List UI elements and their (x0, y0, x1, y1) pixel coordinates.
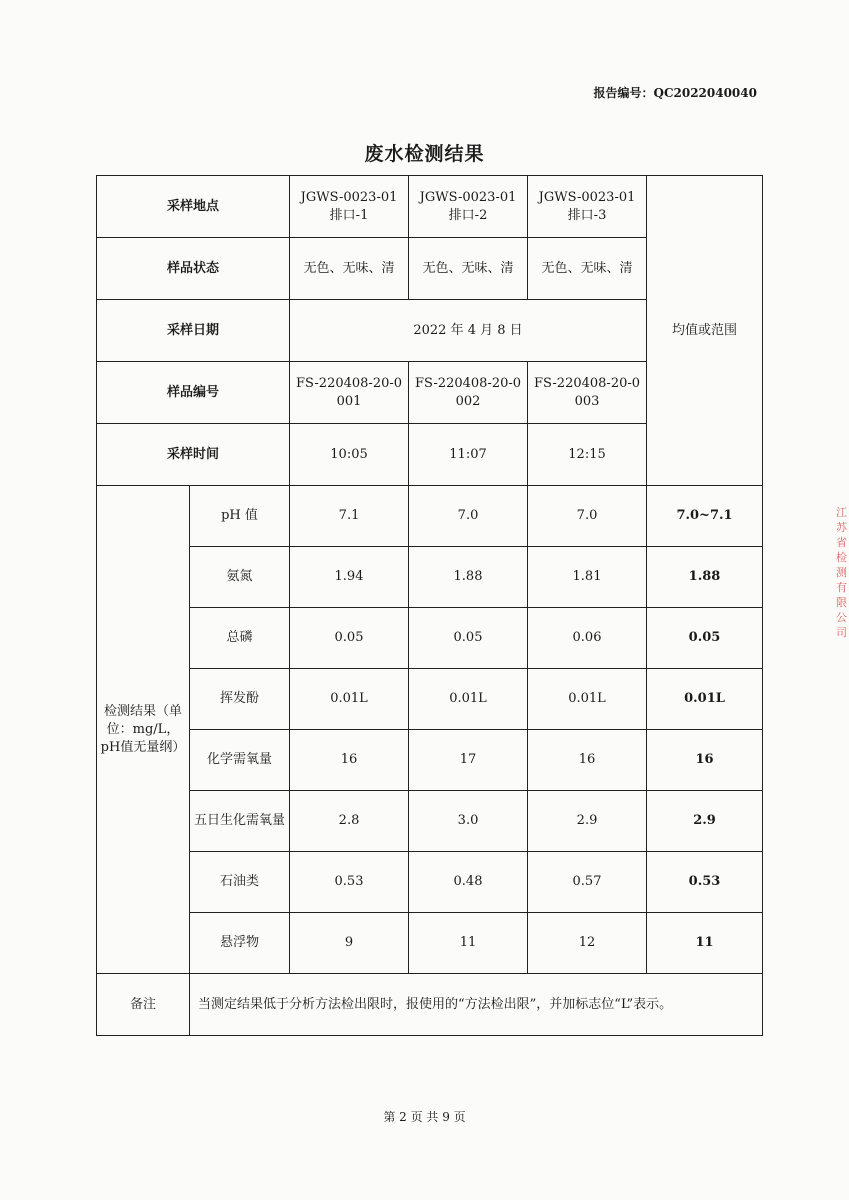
table-row (97, 669, 763, 730)
page-number: 第 2 页 共 9 页 (383, 1110, 466, 1124)
param-name: 悬浮物 (190, 913, 290, 974)
value-3: 2.9 (528, 791, 647, 852)
value-average: 0.05 (647, 608, 763, 669)
value-3: 12 (528, 913, 647, 974)
param-name: 挥发酚 (190, 669, 290, 730)
value-1: 16 (290, 730, 409, 791)
table-row (97, 547, 763, 608)
label-result-group: 检测结果（单位：mg/L，pH值无量纲） (97, 486, 190, 974)
page-title: 废水检测结果 (364, 143, 485, 165)
param-name: 五日生化需氧量 (190, 791, 290, 852)
param-name: pH 值 (190, 486, 290, 547)
sample-2-location: JGWS-0023-01 排口-2 (409, 176, 528, 238)
value-1: 0.01L (290, 669, 409, 730)
label-remark: 备注 (97, 974, 190, 1036)
sampling-date: 2022 年 4 月 8 日 (290, 300, 647, 362)
label-location: 采样地点 (97, 176, 290, 238)
sample-3-location: JGWS-0023-01 排口-3 (528, 176, 647, 238)
table-row (97, 913, 763, 974)
sample-2-no: FS-220408-20-0002 (409, 362, 528, 424)
label-sample-no: 样品编号 (97, 362, 290, 424)
sample-2-time: 11:07 (409, 424, 528, 486)
value-average: 16 (647, 730, 763, 791)
row-remark (97, 974, 763, 1036)
value-average: 2.9 (647, 791, 763, 852)
param-name: 总磷 (190, 608, 290, 669)
table-row (97, 730, 763, 791)
value-2: 3.0 (409, 791, 528, 852)
param-name: 化学需氧量 (190, 730, 290, 791)
report-number: 报告编号：QC2022040040 (593, 86, 757, 100)
label-state: 样品状态 (97, 238, 290, 300)
value-1: 0.53 (290, 852, 409, 913)
label-date: 采样日期 (97, 300, 290, 362)
value-1: 7.1 (290, 486, 409, 547)
value-average: 1.88 (647, 547, 763, 608)
row-location (97, 176, 763, 238)
sample-3-no: FS-220408-20-0003 (528, 362, 647, 424)
value-1: 1.94 (290, 547, 409, 608)
sample-2-state: 无色、无味、清 (409, 238, 528, 300)
label-average: 均值或范围 (647, 176, 763, 486)
value-average: 11 (647, 913, 763, 974)
value-3: 0.57 (528, 852, 647, 913)
label-time: 采样时间 (97, 424, 290, 486)
param-name: 石油类 (190, 852, 290, 913)
value-2: 0.05 (409, 608, 528, 669)
value-average: 7.0~7.1 (647, 486, 763, 547)
sample-1-state: 无色、无味、清 (290, 238, 409, 300)
param-name: 氨氮 (190, 547, 290, 608)
sample-3-state: 无色、无味、清 (528, 238, 647, 300)
value-2: 11 (409, 913, 528, 974)
value-average: 0.01L (647, 669, 763, 730)
table-row (97, 608, 763, 669)
table-row (97, 486, 763, 547)
value-average: 0.53 (647, 852, 763, 913)
value-2: 7.0 (409, 486, 528, 547)
seal-stamp: 江苏省检测有限公司 (836, 506, 847, 639)
value-3: 0.06 (528, 608, 647, 669)
results-table (96, 175, 763, 1036)
value-1: 2.8 (290, 791, 409, 852)
sample-1-location: JGWS-0023-01 排口-1 (290, 176, 409, 238)
value-3: 16 (528, 730, 647, 791)
value-2: 17 (409, 730, 528, 791)
value-3: 1.81 (528, 547, 647, 608)
value-1: 0.05 (290, 608, 409, 669)
sample-1-time: 10:05 (290, 424, 409, 486)
table-row (97, 852, 763, 913)
value-3: 0.01L (528, 669, 647, 730)
value-2: 1.88 (409, 547, 528, 608)
value-2: 0.48 (409, 852, 528, 913)
value-3: 7.0 (528, 486, 647, 547)
table-row (97, 791, 763, 852)
value-1: 9 (290, 913, 409, 974)
remark-text: 当测定结果低于分析方法检出限时，报使用的“方法检出限”，并加标志位“L”表示。 (190, 974, 763, 1036)
sample-1-no: FS-220408-20-0001 (290, 362, 409, 424)
value-2: 0.01L (409, 669, 528, 730)
sample-3-time: 12:15 (528, 424, 647, 486)
